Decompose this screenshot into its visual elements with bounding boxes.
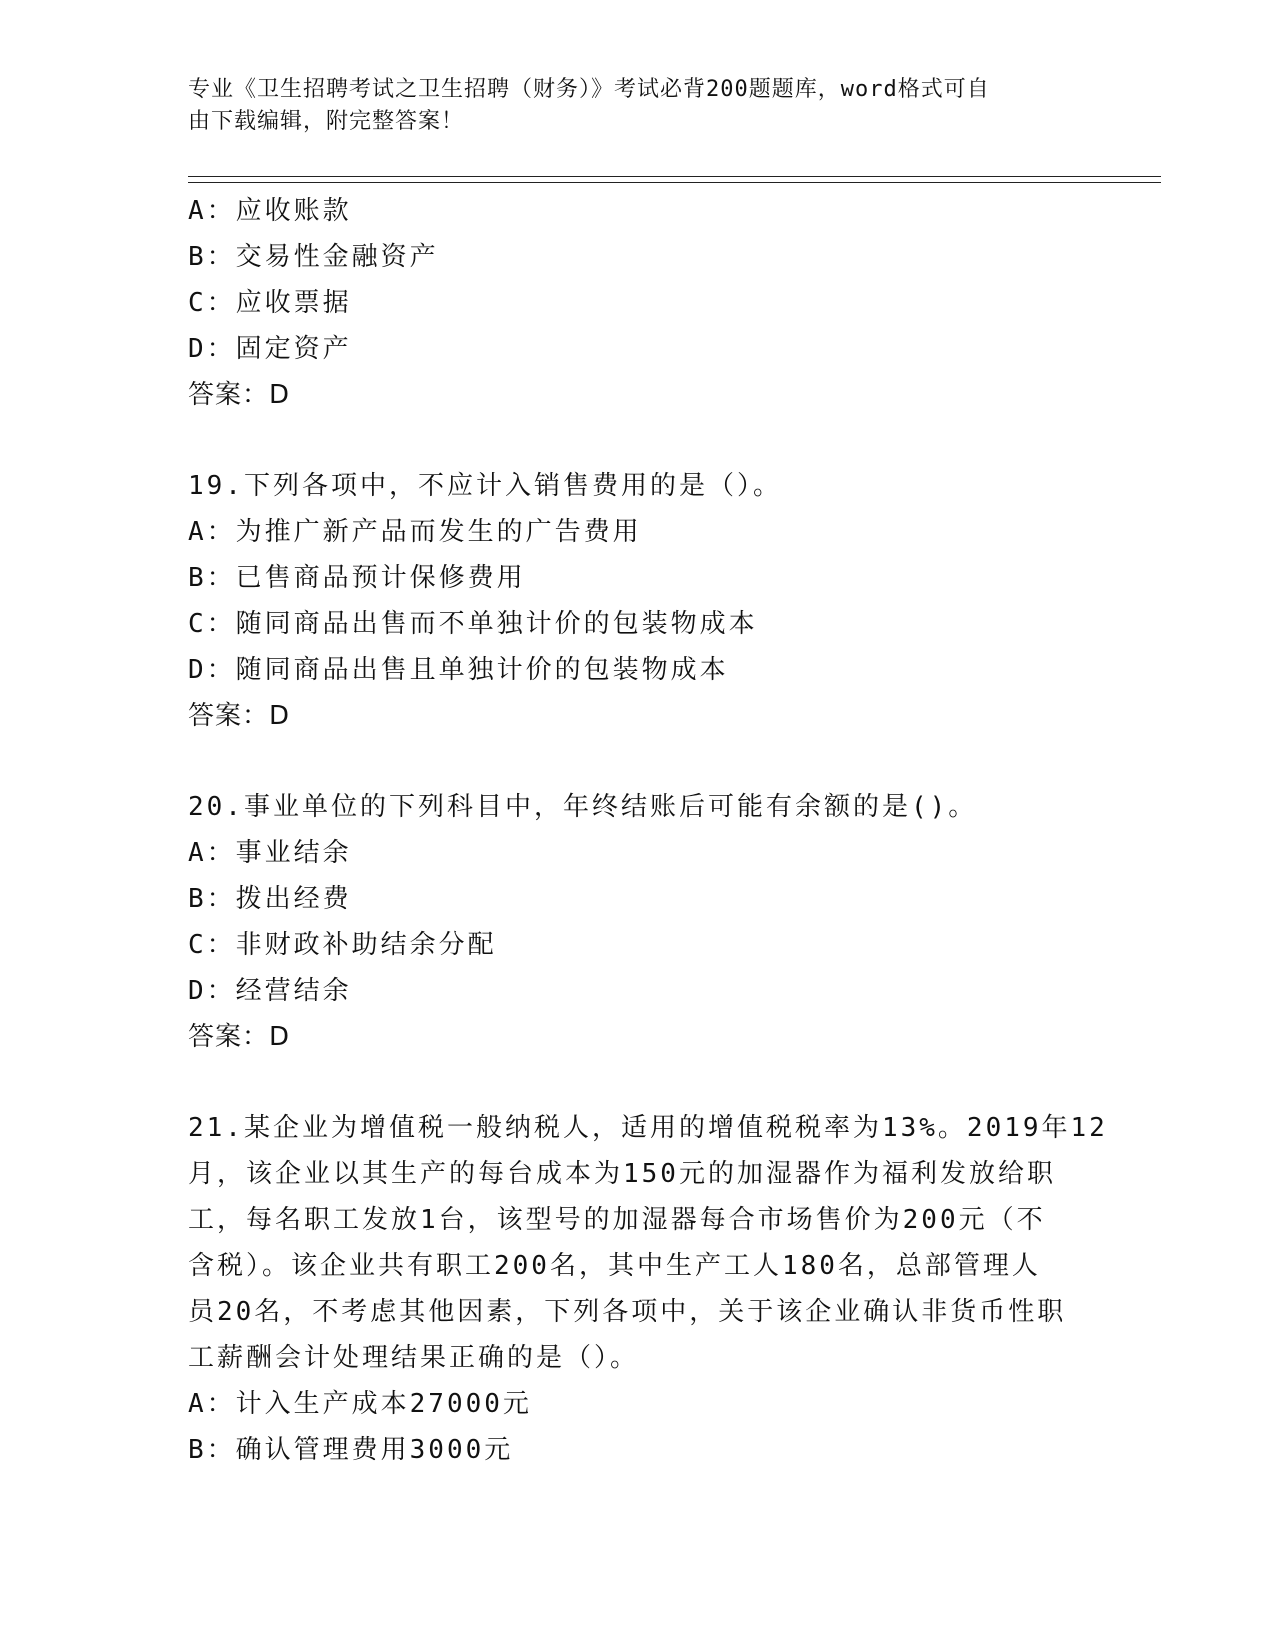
document-header — [188, 74, 1088, 138]
header-divider-top — [188, 176, 1161, 177]
option-c: C：应收票据 — [188, 288, 352, 318]
answer-line: 答案：D — [188, 380, 291, 410]
question-20-block — [188, 784, 1088, 1060]
option-b: B：确认管理费用3000元 — [188, 1435, 514, 1465]
question-stem-line: 21.某企业为增值税一般纳税人，适用的增值税税率为13%。2019年12 — [188, 1113, 1108, 1143]
question-stem-line: 含税）。该企业共有职工200名，其中生产工人180名，总部管理人 — [188, 1251, 1041, 1281]
question-content — [188, 188, 1108, 1473]
question-19-block — [188, 463, 1088, 739]
header-divider-bottom — [188, 182, 1161, 183]
question-stem: 19.下列各项中，不应计入销售费用的是（）。 — [188, 471, 782, 501]
question-stem-line: 工，每名职工发放1台，该型号的加湿器每合市场售价为200元（不 — [188, 1205, 1046, 1235]
option-a: A：事业结余 — [188, 838, 352, 868]
option-a: A：计入生产成本27000元 — [188, 1389, 532, 1419]
question-stem-line: 员20名，不考虑其他因素，下列各项中，关于该企业确认非货币性职 — [188, 1297, 1067, 1327]
answer-line: 答案：D — [188, 1022, 291, 1052]
option-a: A：应收账款 — [188, 196, 352, 226]
option-b: B：已售商品预计保修费用 — [188, 563, 526, 593]
option-a: A：为推广新产品而发生的广告费用 — [188, 517, 642, 547]
spacer — [188, 1060, 1088, 1105]
question-18-block — [188, 188, 1088, 418]
spacer — [188, 418, 1088, 463]
answer-line: 答案：D — [188, 701, 291, 731]
option-c: C：随同商品出售而不单独计价的包装物成本 — [188, 609, 758, 639]
option-d: D：经营结余 — [188, 976, 352, 1006]
spacer — [188, 739, 1088, 784]
header-line-1: 专业《卫生招聘考试之卫生招聘（财务）》考试必背200题题库，word格式可自 — [188, 77, 990, 102]
question-stem-line: 工薪酬会计处理结果正确的是（）。 — [188, 1343, 640, 1373]
option-d: D：固定资产 — [188, 334, 352, 364]
option-b: B：交易性金融资产 — [188, 242, 439, 272]
option-c: C：非财政补助结余分配 — [188, 930, 497, 960]
question-21-block — [188, 1105, 1108, 1473]
option-d: D：随同商品出售且单独计价的包装物成本 — [188, 655, 729, 685]
header-line-2: 由下载编辑，附完整答案！ — [188, 109, 465, 134]
question-stem-line: 月，该企业以其生产的每台成本为150元的加湿器作为福利发放给职 — [188, 1159, 1056, 1189]
question-stem: 20.事业单位的下列科目中，年终结账后可能有余额的是()。 — [188, 792, 978, 822]
option-b: B：拨出经费 — [188, 884, 352, 914]
